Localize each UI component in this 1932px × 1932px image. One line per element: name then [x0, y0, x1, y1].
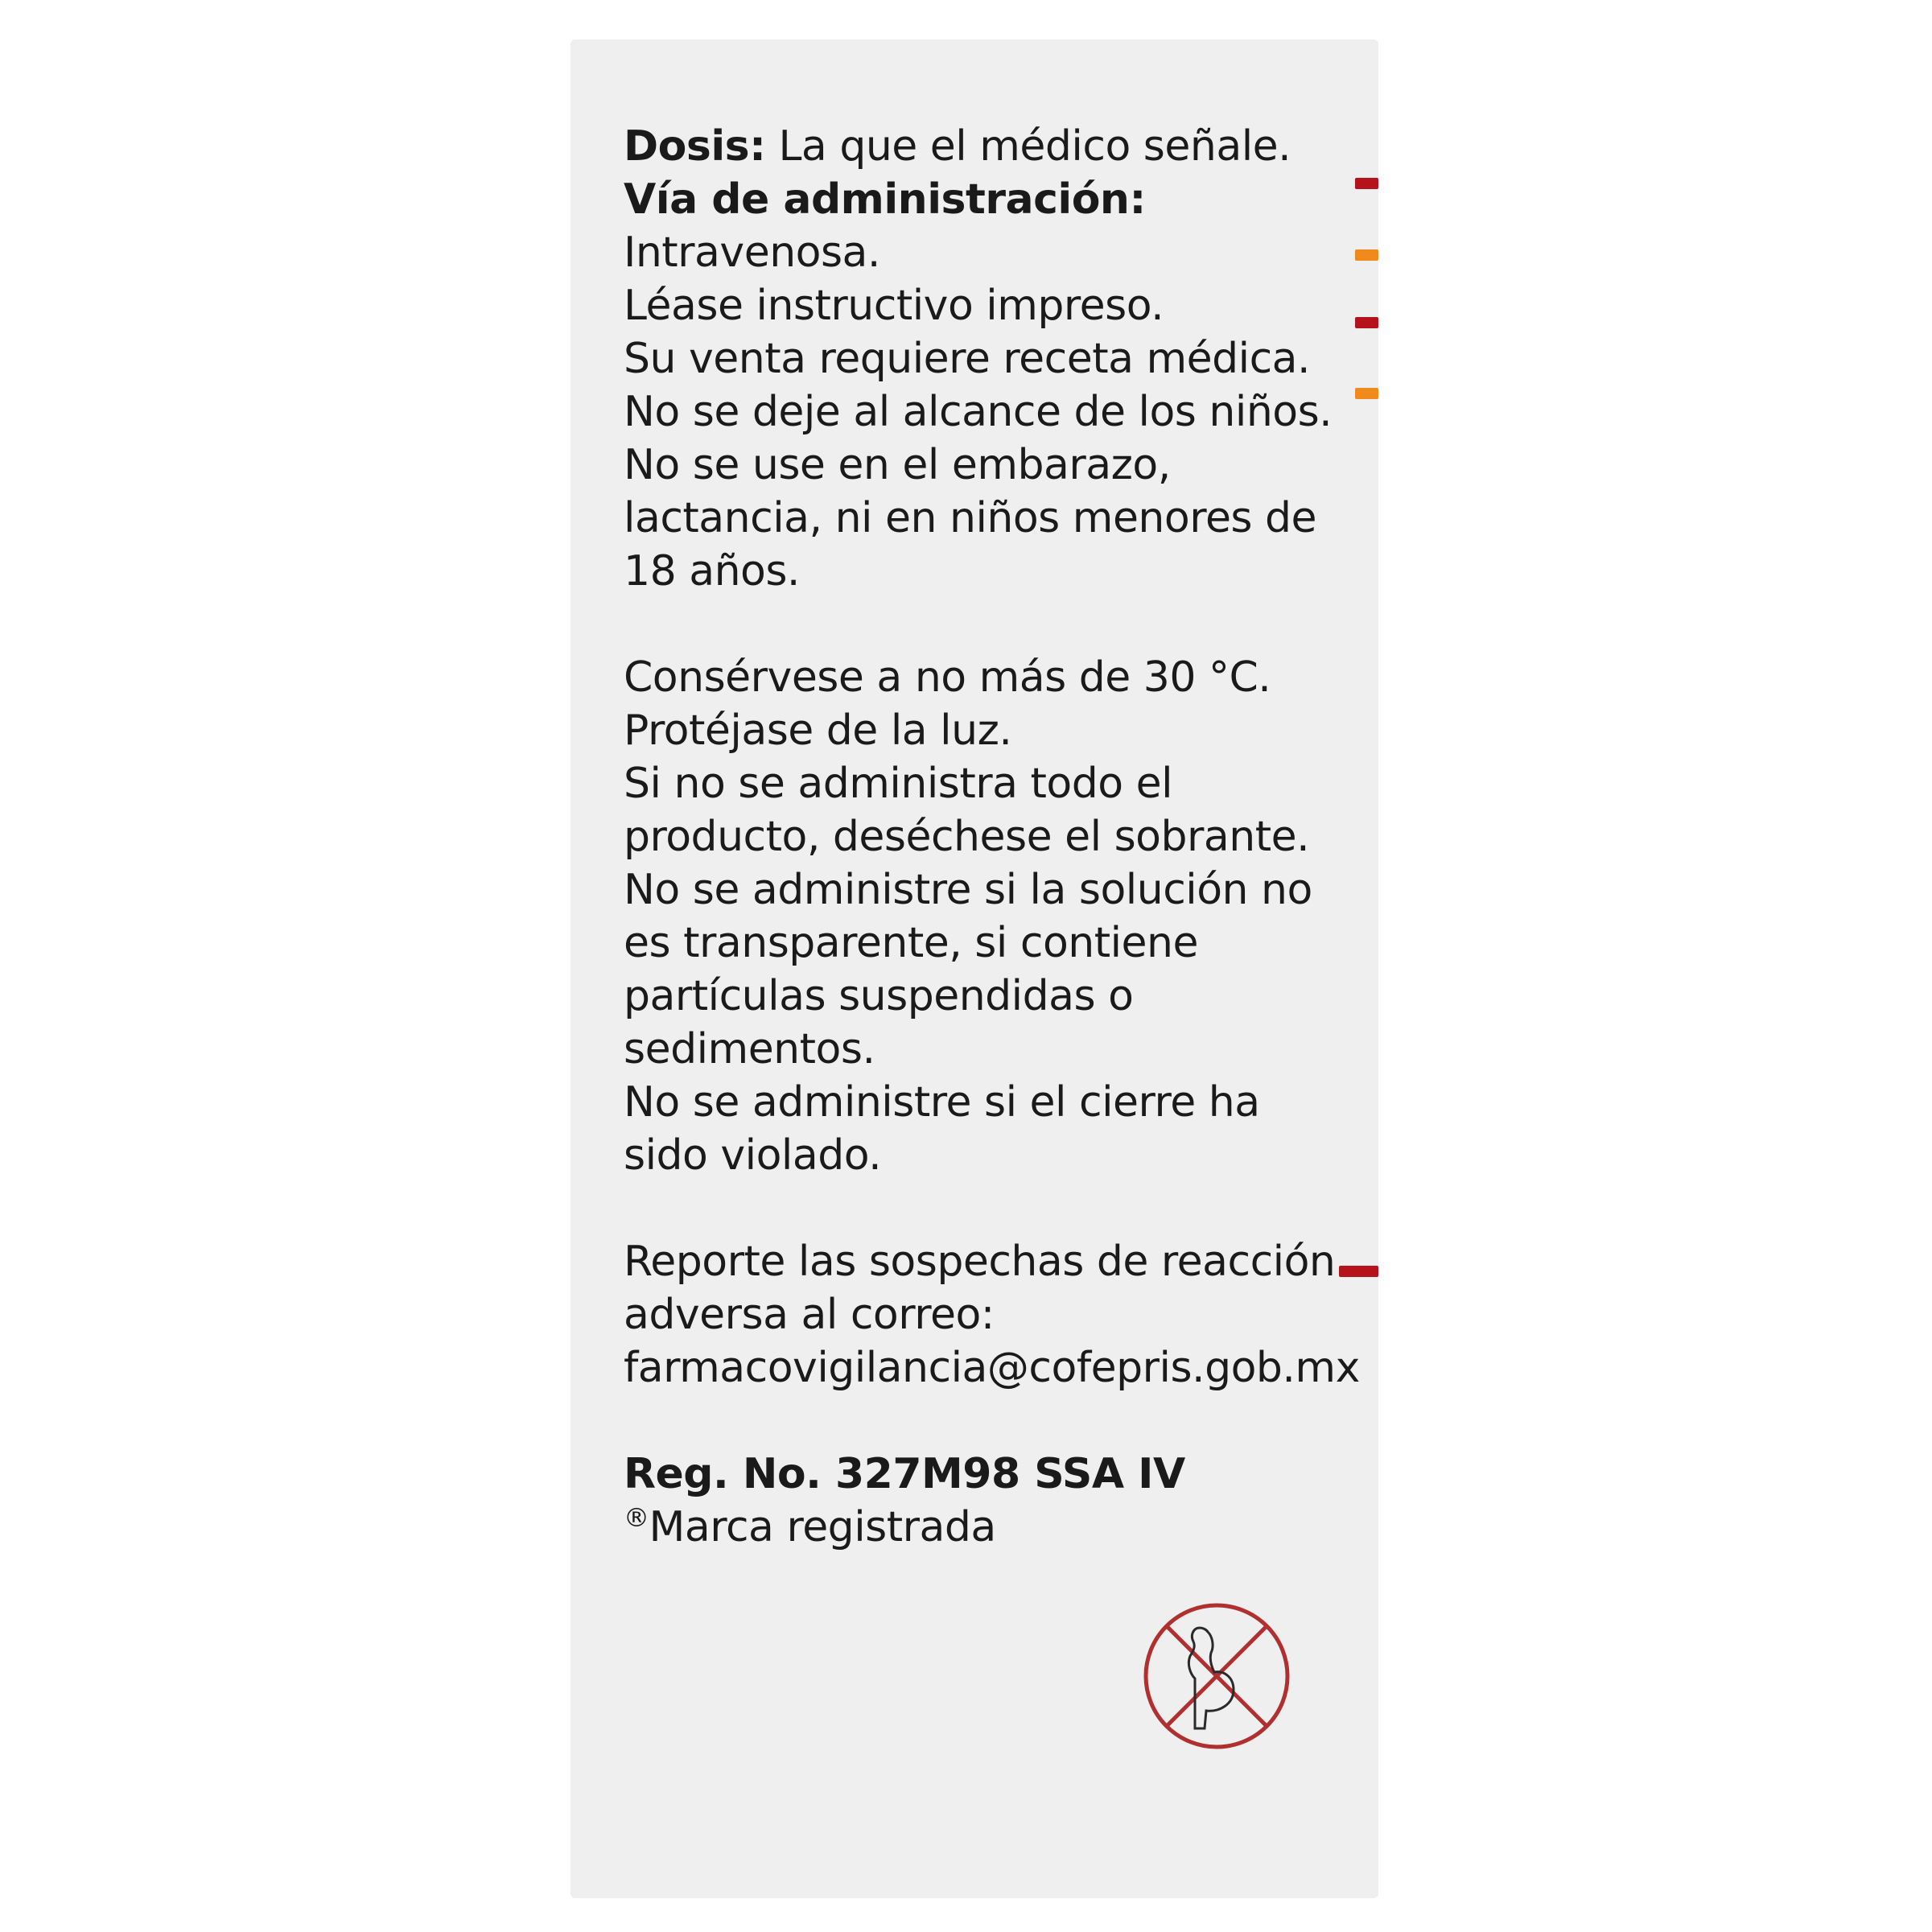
dosis-value: La que el médico señale.: [765, 122, 1291, 171]
registration-number: Reg. No. 327M98 SSA IV: [624, 1450, 1185, 1498]
via-line: No se deje al alcance de los niños.: [624, 388, 1333, 436]
via-line: Intravenosa.: [624, 229, 880, 277]
via-line: 18 años.: [624, 547, 800, 595]
print-mark-red: [1355, 317, 1378, 328]
storage-line: sido violado.: [624, 1131, 882, 1180]
registered-symbol: ®: [624, 1502, 649, 1533]
dosis-label: Dosis:: [624, 122, 766, 171]
dosis-line: [624, 120, 1372, 173]
via-line: Léase instructivo impreso.: [624, 282, 1164, 330]
storage-line: producto, deséchese el sobrante.: [624, 813, 1310, 861]
storage-line: No se administre si el cierre ha: [624, 1078, 1260, 1127]
storage-line: Si no se administra todo el: [624, 760, 1173, 808]
report-email: farmacovigilancia@cofepris.gob.mx: [624, 1344, 1360, 1392]
storage-line: partículas suspendidas o: [624, 972, 1134, 1020]
storage-line: No se administre si la solución no: [624, 866, 1312, 914]
storage-line: es transparente, si contiene: [624, 919, 1198, 967]
print-mark-orange: [1355, 249, 1378, 261]
trademark-text: Marca registrada: [649, 1503, 996, 1551]
via-line: No se use en el embarazo,: [624, 441, 1171, 489]
print-mark-red: [1355, 178, 1378, 189]
storage-line: Consérvese a no más de 30 °C.: [624, 653, 1271, 702]
no-pregnancy-icon: [1140, 1600, 1293, 1753]
report-line: Reporte las sospechas de reacción: [624, 1238, 1336, 1286]
spacer: [624, 1182, 1372, 1235]
storage-line: Protéjase de la luz.: [624, 706, 1012, 755]
spacer: [624, 598, 1372, 651]
via-line: Su venta requiere receta médica.: [624, 335, 1311, 383]
print-mark-red: [1339, 1266, 1378, 1277]
spacer: [624, 1394, 1372, 1448]
trademark-line: [624, 1501, 1372, 1554]
print-mark-orange: [1355, 388, 1378, 399]
via-line: lactancia, ni en niños menores de: [624, 494, 1317, 542]
report-line: adversa al correo:: [624, 1291, 995, 1339]
storage-line: sedimentos.: [624, 1025, 875, 1073]
via-label: Vía de administración:: [624, 175, 1146, 224]
label-text: [624, 120, 1372, 1554]
